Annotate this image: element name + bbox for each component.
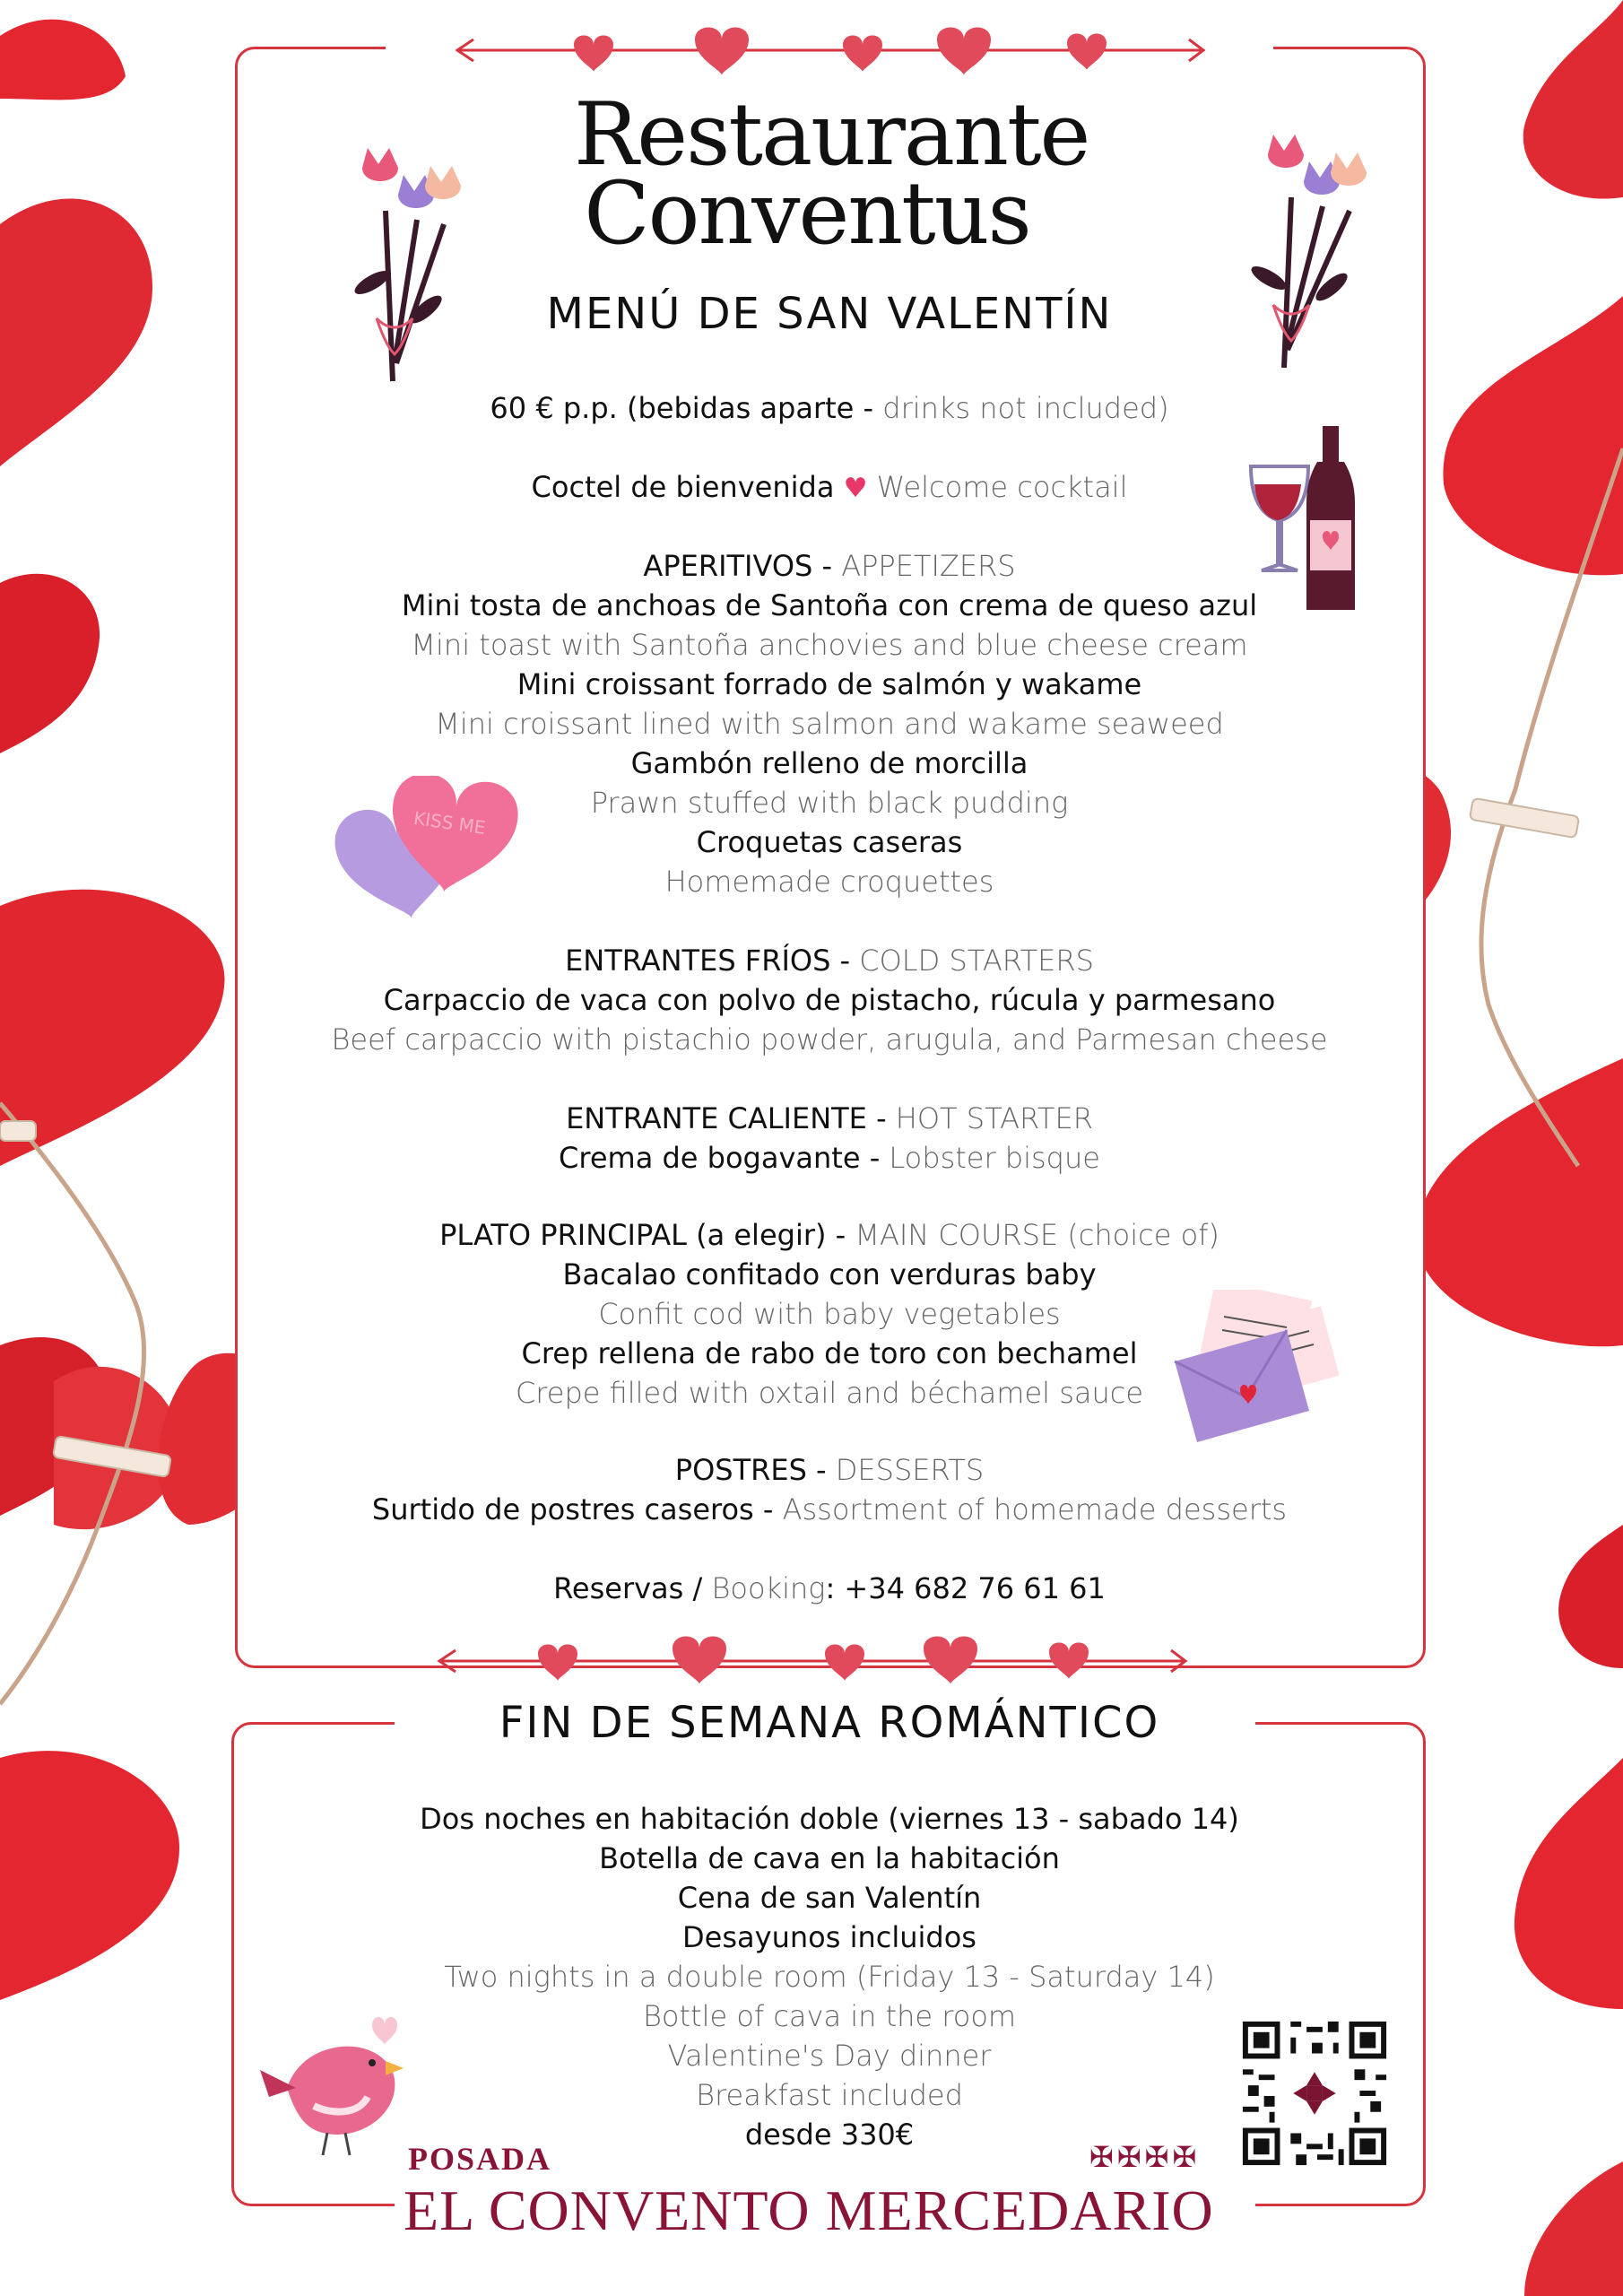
menu-item: Mini croissant forrado de salmón y wakame: [516, 667, 1142, 701]
section-heading-desserts: POSTRES - DESSERTS: [674, 1453, 985, 1487]
flower-bouquet-right-icon: [1246, 126, 1381, 377]
menu-item-translation: Crepe filled with oxtail and béchamel sauce: [515, 1376, 1144, 1410]
section-heading-hot-starter: ENTRANTE CALIENTE - HOT STARTER: [566, 1101, 1093, 1135]
menu-item: Croquetas caseras: [696, 825, 963, 859]
heart-icon: ♥: [843, 473, 868, 504]
weekend-item-translation: Breakfast included: [696, 2078, 963, 2112]
heart-arrow-divider-top: [448, 18, 1237, 90]
heart-arrow-divider-middle: [430, 1625, 1219, 1697]
qr-code[interactable]: [1237, 2016, 1392, 2170]
weekend-price: desde 330€: [744, 2118, 915, 2152]
menu-title: MENÚ DE SAN VALENTÍN: [546, 289, 1113, 339]
posada-label: POSADA: [408, 2141, 552, 2177]
weekend-item-translation: Bottle of cava in the room: [642, 1999, 1017, 2033]
booking-line: Reservas / Booking: +34 682 76 61 61: [553, 1571, 1106, 1605]
booking-phone: : +34 682 76 61 61: [825, 1571, 1106, 1605]
menu-item: Crep rellena de rabo de toro con bechamel: [521, 1336, 1138, 1370]
menu-item: Surtido de postres caseros - Assortment of homemade desserts: [371, 1492, 1288, 1526]
weekend-item-translation: Two nights in a double room (Friday 13 - Saturday 14): [444, 1960, 1215, 1994]
menu-item-translation: Mini toast with Santoña anchovies and blue cheese cream: [411, 628, 1248, 662]
menu-item-translation: Beef carpaccio with pistachio powder, arugula, and Parmesan cheese: [331, 1022, 1328, 1057]
weekend-title: FIN DE SEMANA ROMÁNTICO: [499, 1698, 1160, 1748]
menu-item: Gambón relleno de morcilla: [630, 746, 1028, 780]
menu-body: [242, 388, 1417, 1608]
menu-item-translation: Homemade croquettes: [664, 865, 994, 899]
weekend-item: Botella de cava en la habitación: [599, 1841, 1060, 1875]
menu-item: Carpaccio de vaca con polvo de pistacho, rúcula y parmesano: [383, 983, 1276, 1017]
brand-name: EL CONVENTO MERCEDARIO: [404, 2179, 1214, 2242]
section-heading-cold-starters: ENTRANTES FRÍOS - COLD STARTERS: [565, 944, 1094, 978]
welcome-line: Coctel de bienvenida ♥ Welcome cocktail: [531, 470, 1128, 504]
footer-crosses: ✠✠✠✠: [1089, 2141, 1201, 2173]
menu-item-translation: Confit cod with baby vegetables: [598, 1297, 1061, 1331]
menu-item-translation: Prawn stuffed with black pudding: [590, 786, 1069, 820]
section-heading-main-course: PLATO PRINCIPAL (a elegir) - MAIN COURSE (choice of): [439, 1218, 1219, 1252]
weekend-item: Desayunos incluidos: [682, 1920, 976, 1954]
menu-item: Crema de bogavante - Lobster bisque: [559, 1141, 1100, 1175]
logo-line-2: Conventus: [584, 163, 1030, 264]
flower-bouquet-left-icon: [341, 139, 475, 390]
weekend-item-translation: Valentine's Day dinner: [667, 2039, 992, 2073]
price-line: 60 € p.p. (bebidas aparte - drinks not included): [490, 391, 1169, 425]
menu-item: Mini tosta de anchoas de Santoña con crema de queso azul: [401, 588, 1258, 622]
menu-item: Bacalao confitado con verduras baby: [562, 1257, 1097, 1292]
candy-heart-text: KISS ME: [412, 806, 487, 839]
weekend-item: Dos noches en habitación doble (viernes 13 - sabado 14): [420, 1802, 1239, 1836]
menu-item-translation: Mini croissant lined with salmon and wakame seaweed: [435, 707, 1224, 741]
section-heading-appetizers: APERITIVOS - APPETIZERS: [643, 549, 1016, 583]
weekend-item: Cena de san Valentín: [677, 1881, 982, 1915]
logo-line-1: Restaurante: [574, 84, 1089, 185]
restaurant-logo: [574, 84, 1089, 264]
